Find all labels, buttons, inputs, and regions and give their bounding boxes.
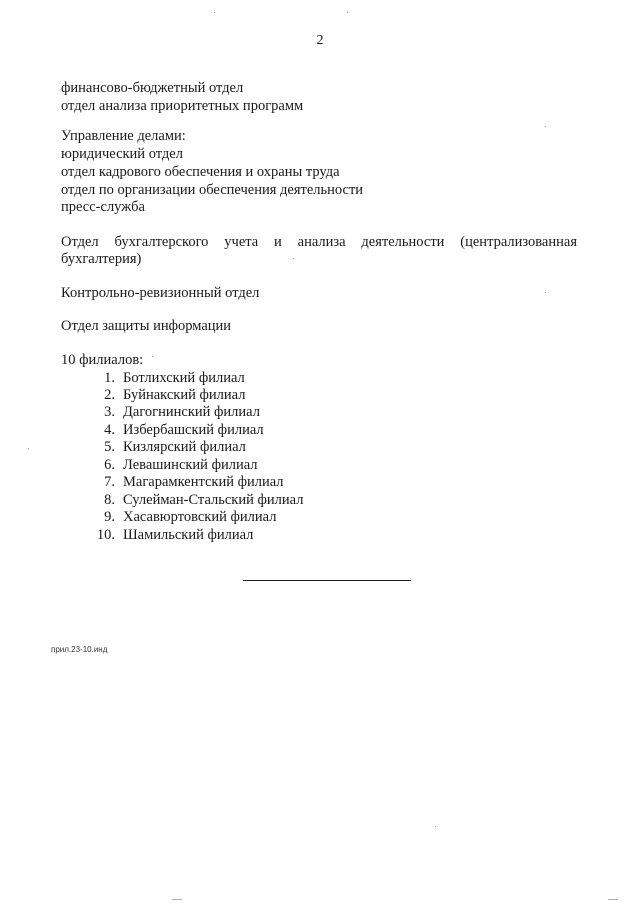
branch-number: 9. [104, 509, 115, 525]
management-heading: Управление делами: [61, 128, 186, 144]
branch-item [93, 422, 264, 439]
branch-number: 10. [96, 527, 115, 543]
department-line: финансово-бюджетный отдел [61, 80, 244, 96]
management-item: отдел кадрового обеспечения и охраны труда [61, 164, 340, 180]
scan-speck [545, 292, 546, 293]
page-number: 2 [316, 33, 324, 48]
accounting-department: Отдел бухгалтерского учета и анализа деятельности (централизованная бухгалтерия) [61, 234, 577, 267]
branch-number: 3. [104, 404, 115, 420]
audit-department: Контрольно-ревизионный отдел [61, 285, 260, 301]
closing-rule [243, 580, 411, 581]
branches-heading: 10 филиалов: [61, 352, 144, 368]
branch-name: Избербашский филиал [123, 422, 264, 438]
branch-number: 5. [104, 439, 115, 455]
scan-speck [152, 356, 153, 357]
branch-number: 8. [104, 492, 115, 508]
security-department: Отдел защиты информации [61, 318, 232, 334]
scan-speck [28, 448, 29, 449]
branch-item [93, 370, 245, 387]
branch-item [93, 474, 284, 491]
scan-speck [347, 12, 348, 13]
department-line: отдел анализа приоритетных программ [61, 98, 304, 114]
branch-name: Магарамкентский филиал [123, 474, 284, 490]
scan-speck [435, 826, 436, 827]
branch-name: Буйнакский филиал [123, 387, 246, 403]
branch-number: 4. [104, 422, 115, 438]
branch-number: 6. [104, 457, 115, 473]
branch-number: 1. [104, 370, 115, 386]
management-item: пресс-служба [61, 199, 145, 215]
branch-name: Хасавюртовский филиал [123, 509, 277, 525]
branch-name: Левашинский филиал [123, 457, 258, 473]
branch-item [93, 527, 253, 544]
scan-edge-mark [172, 899, 182, 900]
branch-number: 2. [104, 387, 115, 403]
scan-speck [545, 126, 546, 127]
branch-item [93, 457, 258, 474]
branch-name: Дагогнинский филиал [123, 404, 260, 420]
scan-edge-mark [608, 899, 618, 900]
file-reference-note: прил.23-10.инд [51, 645, 108, 654]
branch-item [93, 492, 303, 509]
branch-item [93, 509, 276, 526]
branch-item [93, 387, 245, 404]
management-item: отдел по организации обеспечения деятельности [61, 182, 364, 198]
scan-speck [293, 258, 294, 259]
branch-name: Кизлярский филиал [123, 439, 246, 455]
scan-speck [214, 12, 215, 13]
branch-item [93, 439, 246, 456]
branch-name: Ботлихский филиал [123, 370, 245, 386]
branch-number: 7. [104, 474, 115, 490]
branch-item [93, 404, 260, 421]
management-item: юридический отдел [61, 146, 183, 162]
branch-name: Шамильский филиал [123, 527, 254, 543]
branch-name: Сулейман-Стальский филиал [123, 492, 304, 508]
